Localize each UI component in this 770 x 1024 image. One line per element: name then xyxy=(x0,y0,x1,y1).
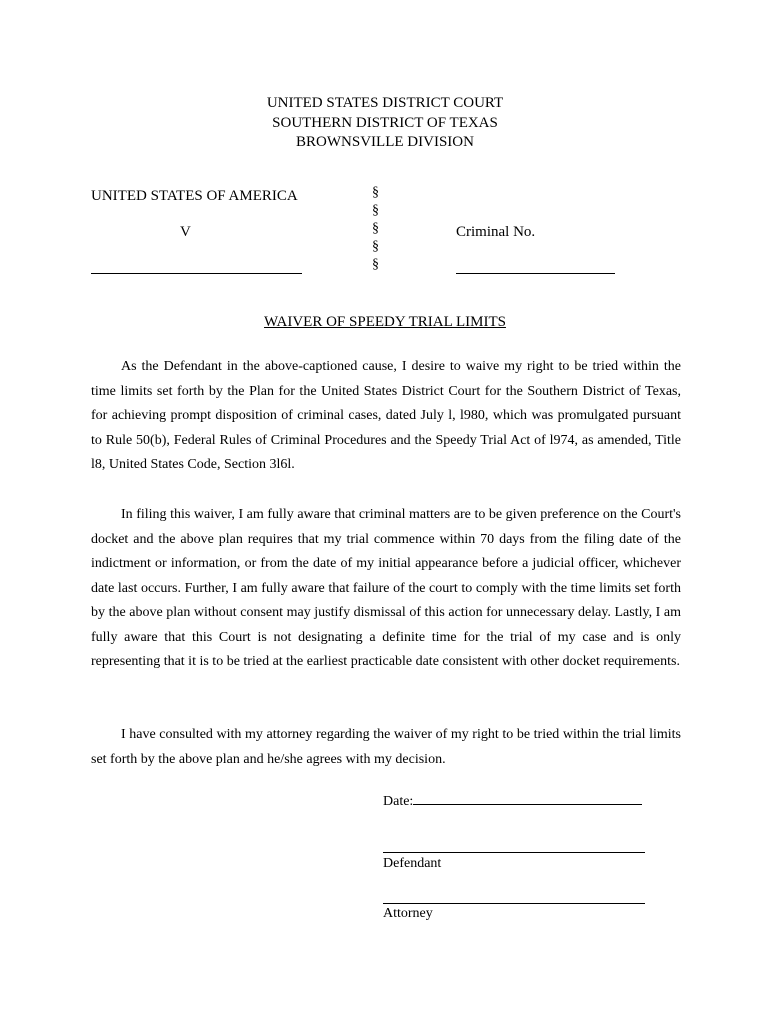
date-blank[interactable] xyxy=(413,790,642,805)
section-mark: § xyxy=(372,221,379,236)
court-name: UNITED STATES DISTRICT COURT xyxy=(266,95,504,111)
attorney-label: Attorney xyxy=(383,906,433,921)
defendant-label: Defendant xyxy=(383,856,442,871)
criminal-no-blank[interactable] xyxy=(456,273,615,274)
versus-label: V xyxy=(180,224,191,240)
date-label: Date: xyxy=(383,794,414,809)
plaintiff-name: UNITED STATES OF AMERICA xyxy=(91,188,298,204)
attorney-signature-line[interactable] xyxy=(383,903,645,904)
paragraph-awareness: In filing this waiver, I am fully aware that criminal matters are to be given preference on the Court's docket and the above plan requires that my trial commence within 70 days from the filing date of the indictment or information, or from the date of my initial appearance before a judicial officer, whichever date last occurs. Further, I am fully aware that failure of the court to comply with the time limits set forth by the above plan without consent may justify dismissal of this action for unnecessary delay. Lastly, I am fully aware that this Court is not designating a definite time for the trial of my case and is only representing that it is to be tried at the earliest practicable date consistent with other docket requirements. xyxy=(91,507,681,669)
court-district: SOUTHERN DISTRICT OF TEXAS xyxy=(272,114,498,131)
defendant-name-blank[interactable] xyxy=(91,273,302,274)
court-division: BROWNSVILLE DIVISION xyxy=(296,134,474,150)
section-mark: § xyxy=(372,257,379,272)
section-marks xyxy=(372,184,379,274)
court-header xyxy=(0,94,770,153)
section-mark: § xyxy=(372,203,379,218)
date-row xyxy=(383,790,642,810)
paragraph-waiver: As the Defendant in the above-captioned cause, I desire to waive my right to be tried within the time limits set forth by the Plan for the United States District Court for the Southern District of Texas, for achieving prompt disposition of criminal cases, dated July l, l980, which was promulgated pursuant to Rule 50(b), Federal Rules of Criminal Procedures and the Speedy Trial Act of l974, as amended, Title l8, United States Code, Section 3l6l. xyxy=(91,359,681,472)
paragraph-consultation: I have consulted with my attorney regarding the waiver of my right to be tried within the trial limits set forth by the above plan and he/she agrees with my decision. xyxy=(91,727,681,767)
defendant-signature-line[interactable] xyxy=(383,852,645,853)
section-mark: § xyxy=(372,185,379,200)
document-title: WAIVER OF SPEEDY TRIAL LIMITS xyxy=(264,314,506,330)
criminal-no-label: Criminal No. xyxy=(456,224,536,240)
section-mark: § xyxy=(372,239,379,254)
